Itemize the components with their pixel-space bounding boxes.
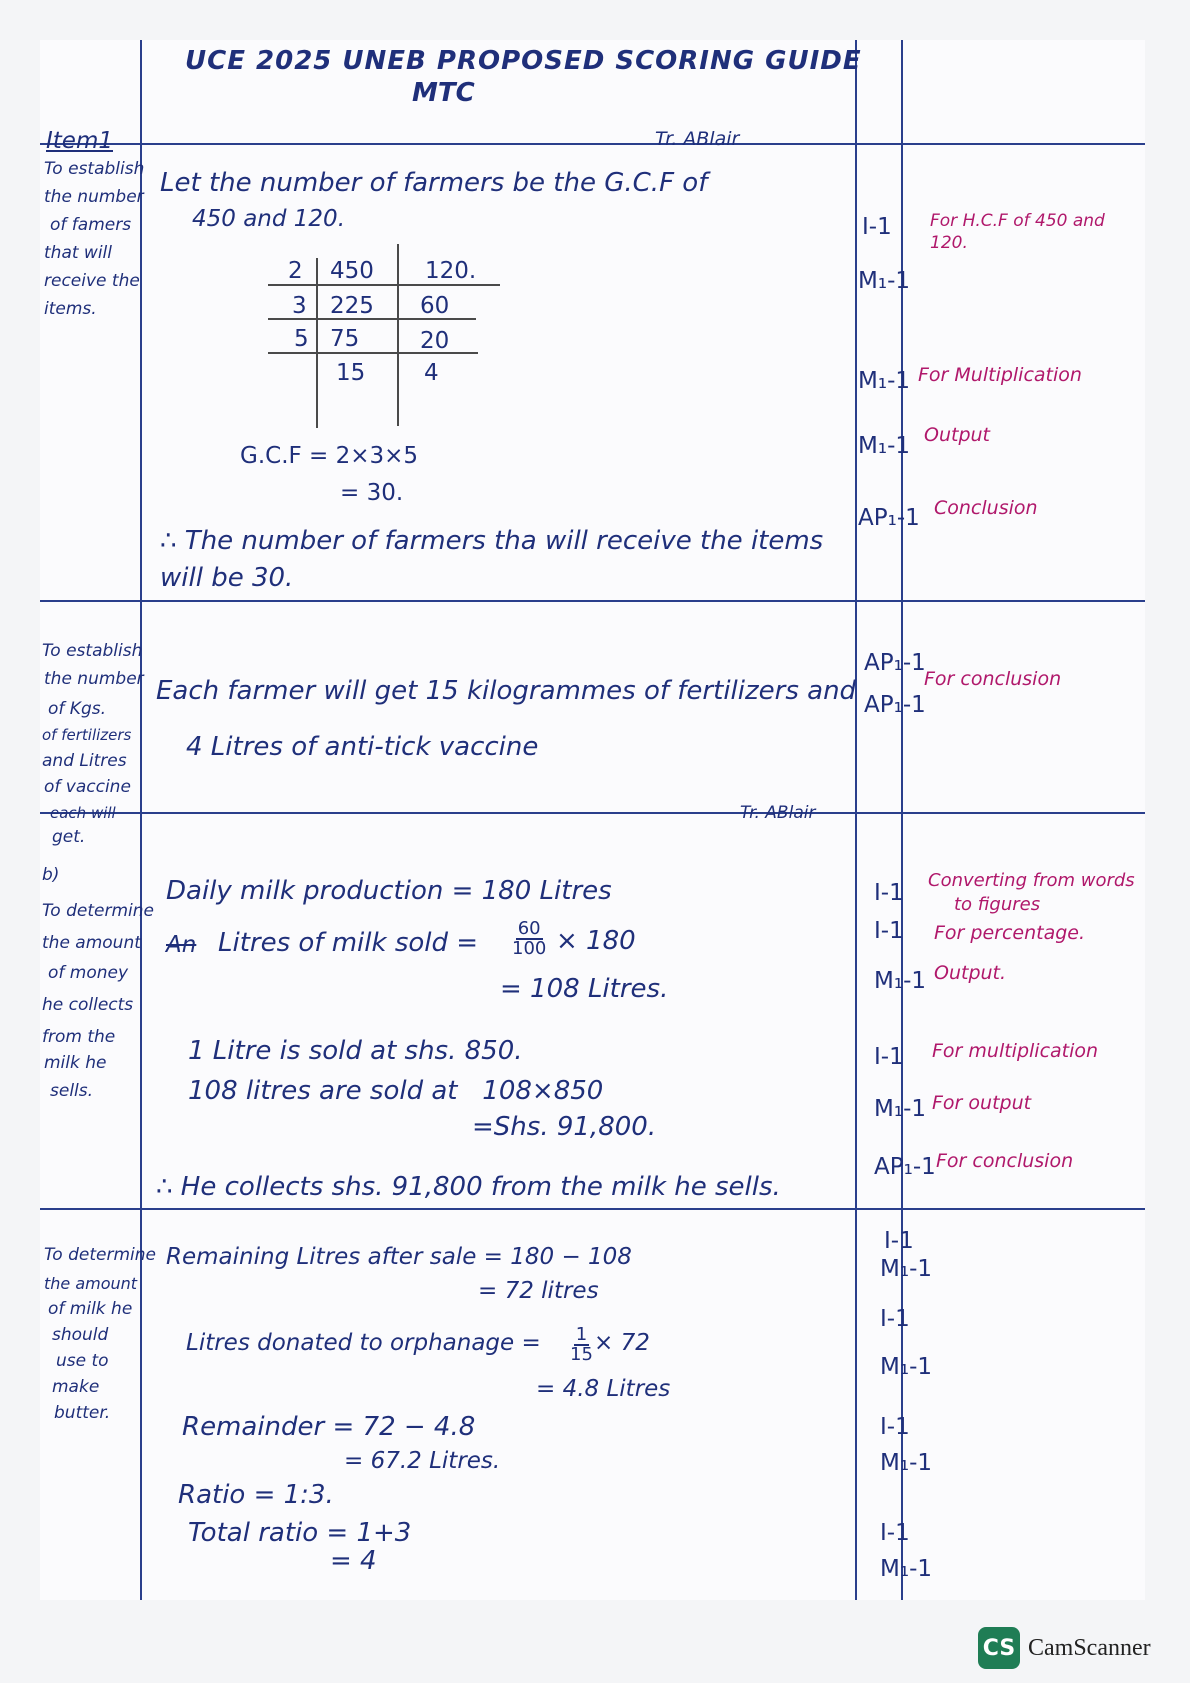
- table-cell: 20: [420, 328, 450, 354]
- comment: For percentage.: [934, 922, 1086, 944]
- criterion-line: and Litres: [42, 751, 127, 771]
- criterion-line: items.: [44, 299, 97, 319]
- criterion-line: of fertilizers: [42, 726, 132, 744]
- criterion-line: the amount: [44, 1274, 138, 1293]
- comment: Output: [924, 424, 990, 446]
- criterion-line: from the: [42, 1027, 116, 1047]
- table-cell: 450: [330, 258, 374, 284]
- working-line: = 4: [330, 1546, 377, 1576]
- working-line: Litres donated to orphanage =: [186, 1330, 541, 1356]
- mark-label: M₁-1: [858, 433, 910, 459]
- criterion-line: make: [52, 1377, 100, 1397]
- criterion-line: the number: [44, 187, 144, 207]
- working-line: = 4.8 Litres: [536, 1376, 671, 1402]
- subject-label: MTC: [412, 78, 475, 108]
- comment: For output: [932, 1092, 1032, 1114]
- conclusion-line: ∴ He collects shs. 91,800 from the milk he sells.: [156, 1172, 781, 1202]
- mark-label: I-1: [862, 214, 892, 240]
- table-vline: [397, 244, 399, 426]
- mark-label: M₁-1: [858, 368, 910, 394]
- scanned-page: [40, 40, 1145, 1600]
- row-divider: [40, 600, 1145, 602]
- comment: For Multiplication: [918, 364, 1082, 386]
- mark-label: M₁-1: [880, 1256, 932, 1282]
- working-line: × 72: [594, 1330, 650, 1356]
- mark-label: I-1: [884, 1228, 914, 1254]
- table-cell: 5: [294, 326, 309, 352]
- comment: to figures: [954, 894, 1041, 915]
- working-line: 450 and 120.: [192, 206, 346, 232]
- mark-label: I-1: [874, 1044, 904, 1070]
- page-title: UCE 2025 UNEB PROPOSED SCORING GUIDE: [185, 46, 862, 76]
- table-cell: 3: [292, 293, 307, 319]
- working-line: Daily milk production = 180 Litres: [166, 876, 612, 906]
- mark-label: I-1: [880, 1520, 910, 1546]
- criterion-line: the amount: [42, 933, 141, 953]
- table-cell: 60: [420, 293, 450, 319]
- mark-label: AP₁-1: [864, 650, 926, 676]
- table-cell: 75: [330, 326, 360, 352]
- working-line: 1 Litre is sold at shs. 850.: [188, 1036, 523, 1066]
- table-cell: 225: [330, 293, 374, 319]
- criterion-line: of vaccine: [44, 777, 131, 797]
- mark-label: M₁-1: [858, 268, 910, 294]
- criterion-line: To establish: [44, 159, 145, 179]
- mark-label: I-1: [874, 880, 904, 906]
- mark-label: I-1: [880, 1414, 910, 1440]
- conclusion-line: ∴ The number of farmers tha will receive the items: [160, 526, 824, 556]
- criterion-line: To determine: [42, 901, 154, 921]
- criterion-line: should: [52, 1325, 109, 1345]
- working-line: Remainder = 72 − 4.8: [182, 1412, 476, 1442]
- mark-label: I-1: [880, 1306, 910, 1332]
- working-line: 4 Litres of anti-tick vaccine: [186, 732, 539, 762]
- criterion-line: To establish: [42, 641, 143, 661]
- table-cell: 4: [424, 360, 439, 386]
- mark-label: M₁-1: [880, 1354, 932, 1380]
- marks-column-line: [855, 40, 857, 1600]
- table-cell: 120.: [425, 258, 477, 284]
- mark-label: AP₁-1: [864, 692, 926, 718]
- criterion-line: of money: [48, 963, 129, 983]
- working-line: = 72 litres: [478, 1278, 599, 1304]
- struck-text: An: [166, 932, 197, 958]
- comment: Output.: [934, 962, 1007, 984]
- fraction-numerator: 60: [517, 918, 541, 939]
- comment: For conclusion: [936, 1150, 1074, 1172]
- criterion-line: milk he: [44, 1053, 107, 1073]
- mark-label: M₁-1: [880, 1450, 932, 1476]
- mark-label: M₁-1: [874, 1096, 926, 1122]
- fraction-denominator: 100: [512, 938, 547, 959]
- criterion-line: of milk he: [48, 1299, 133, 1319]
- working-line: Litres of milk sold =: [218, 928, 479, 958]
- comment-text: For H.C.F of 450 and 120.: [930, 211, 1105, 253]
- fraction-denominator: 15: [570, 1344, 593, 1365]
- row-divider: [40, 812, 1145, 814]
- working-line: Each farmer will get 15 kilogrammes of fertilizers and: [156, 676, 857, 706]
- mark-label: I-1: [874, 918, 904, 944]
- comment: For conclusion: [924, 668, 1062, 690]
- row-divider: [40, 1208, 1145, 1210]
- criterion-line: the number: [44, 669, 144, 689]
- working-line: Let the number of farmers be the G.C.F of: [160, 168, 708, 198]
- camscanner-name: CamScanner: [1028, 1634, 1151, 1661]
- criterion-line: sells.: [50, 1081, 94, 1101]
- fraction-numerator: 1: [575, 1324, 588, 1345]
- gcf-line: = 30.: [340, 480, 404, 506]
- comment: Converting from words: [928, 870, 1135, 891]
- working-line: =Shs. 91,800.: [472, 1112, 657, 1142]
- table-hline: [268, 284, 500, 286]
- mark-label: AP₁-1: [874, 1154, 936, 1180]
- fraction: [512, 920, 546, 958]
- fraction: [570, 1326, 593, 1364]
- comment: [930, 210, 1140, 254]
- working-line: Remaining Litres after sale = 180 − 108: [166, 1244, 632, 1270]
- comment: Conclusion: [934, 497, 1038, 519]
- row-divider: [40, 143, 1145, 145]
- criterion-line: of Kgs.: [48, 699, 106, 719]
- camscanner-watermark: [978, 1627, 1151, 1669]
- criterion-line: of famers: [50, 215, 132, 235]
- mark-label: M₁-1: [874, 968, 926, 994]
- gcf-line: G.C.F = 2×3×5: [240, 443, 419, 469]
- criterion-line: that will: [44, 243, 112, 263]
- criterion-line: To determine: [44, 1245, 156, 1265]
- criterion-line: b): [42, 865, 60, 885]
- criterion-line: each will: [50, 804, 116, 822]
- working-line: = 108 Litres.: [500, 974, 669, 1004]
- camscanner-logo-icon: CS: [978, 1627, 1020, 1669]
- working-line: 108 litres are sold at 108×850: [188, 1076, 604, 1106]
- criterion-line: receive the: [44, 271, 140, 291]
- criterion-line: he collects: [42, 995, 134, 1015]
- table-cell: 15: [336, 360, 366, 386]
- mark-label: AP₁-1: [858, 505, 920, 531]
- table-cell: 2: [288, 258, 303, 284]
- working-line: Total ratio = 1+3: [188, 1518, 412, 1548]
- working-line: × 180: [556, 926, 636, 956]
- author-label: Tr. ABlair: [655, 128, 740, 150]
- mark-label: M₁-1: [880, 1556, 932, 1582]
- criterion-line: use to: [56, 1351, 109, 1371]
- conclusion-line: will be 30.: [160, 563, 294, 593]
- author-label: Tr. ABlair: [740, 803, 816, 823]
- criterion-line: butter.: [54, 1403, 111, 1423]
- working-line: Ratio = 1:3.: [178, 1480, 334, 1510]
- item-label: Item1: [46, 128, 113, 154]
- criterion-line: get.: [52, 827, 86, 847]
- left-margin-line: [140, 40, 142, 1600]
- comment: For multiplication: [932, 1040, 1099, 1062]
- working-line: = 67.2 Litres.: [344, 1448, 501, 1474]
